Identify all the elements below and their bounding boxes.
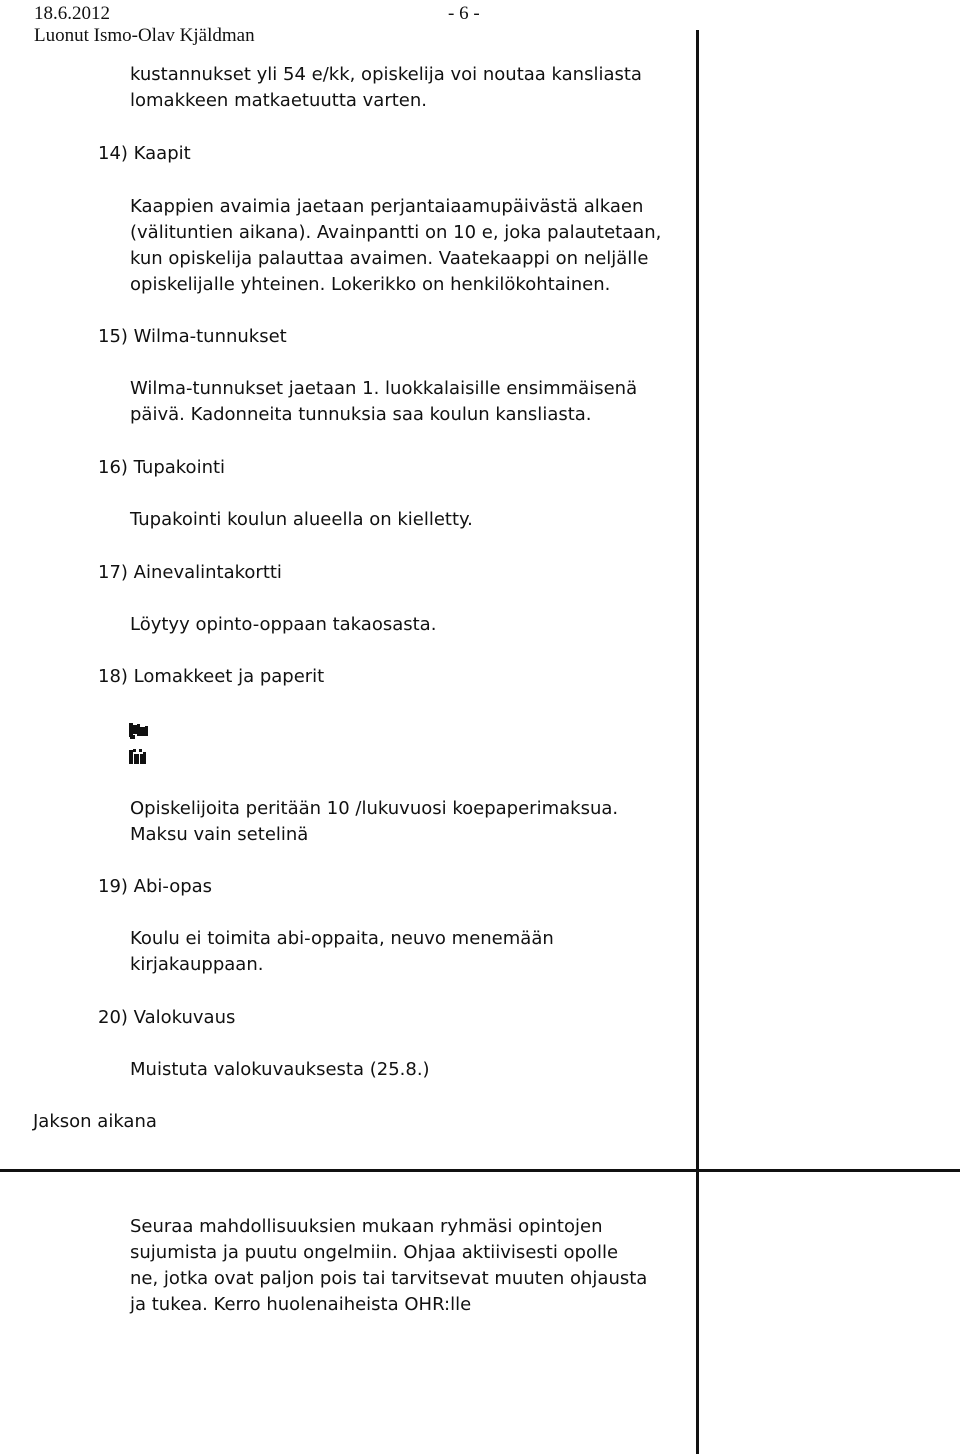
section-heading-15: 15) Wilma-tunnukset [98,326,287,347]
section-divider [0,1169,960,1172]
period-text-line: ja tukea. Kerro huolenaiheista OHR:lle [130,1294,472,1315]
section-heading-16: 16) Tupakointi [98,457,226,478]
section-text-16: Tupakointi koulun alueella on kielletty. [130,509,473,530]
section-text-18: Opiskelijoita peritään 10 /lukuvuosi koepaperimaksua. [130,798,619,819]
section-heading-17: 17) Ainevalintakortti [98,562,282,583]
column-divider-bottom [696,1170,699,1454]
section-heading-18: 18) Lomakkeet ja paperit [98,666,325,687]
section-text-18: Maksu vain setelinä [130,824,309,845]
section-text-15: Wilma-tunnukset jaetaan 1. luokkalaisille ensimmäisenä [130,378,638,399]
header-author: Luonut Ismo-Olav Kjäldman [34,25,255,46]
period-label: Jakson aikana [33,1111,157,1132]
section-text-19: kirjakauppaan. [130,954,264,975]
section-heading-19: 19) Abi-opas [98,876,213,897]
glyph-artifact-icon [128,748,150,766]
section-text-19: Koulu ei toimita abi-oppaita, neuvo menemään [130,928,554,949]
continuation-line: lomakkeen matkaetuutta varten. [130,90,427,111]
section-heading-14: 14) Kaapit [98,143,191,164]
period-text-line: ne, jotka ovat paljon pois tai tarvitsevat muuten ohjausta [130,1268,648,1289]
page-number: - 6 - [448,3,480,24]
section-text-14: opiskelijalle yhteinen. Lokerikko on henkilökohtainen. [130,274,611,295]
section-text-14: (välituntien aikana). Avainpantti on 10 e, joka palautetaan, [130,222,662,243]
section-heading-20: 20) Valokuvaus [98,1007,236,1028]
section-text-15: päivä. Kadonneita tunnuksia saa koulun kansliasta. [130,404,592,425]
section-text-14: kun opiskelija palauttaa avaimen. Vaatekaappi on neljälle [130,248,649,269]
period-text-line: Seuraa mahdollisuuksien mukaan ryhmäsi opintojen [130,1216,603,1237]
glyph-artifact-icon [128,722,150,740]
continuation-line: kustannukset yli 54 e/kk, opiskelija voi noutaa kansliasta [130,64,642,85]
column-divider-top [696,30,699,1170]
section-text-20: Muistuta valokuvauksesta (25.8.) [130,1059,430,1080]
period-text-line: sujumista ja puutu ongelmiin. Ohjaa aktiivisesti opolle [130,1242,619,1263]
header-date: 18.6.2012 [34,3,110,24]
section-text-14: Kaappien avaimia jaetaan perjantaiaamupäivästä alkaen [130,196,644,217]
section-text-17: Löytyy opinto-oppaan takaosasta. [130,614,437,635]
